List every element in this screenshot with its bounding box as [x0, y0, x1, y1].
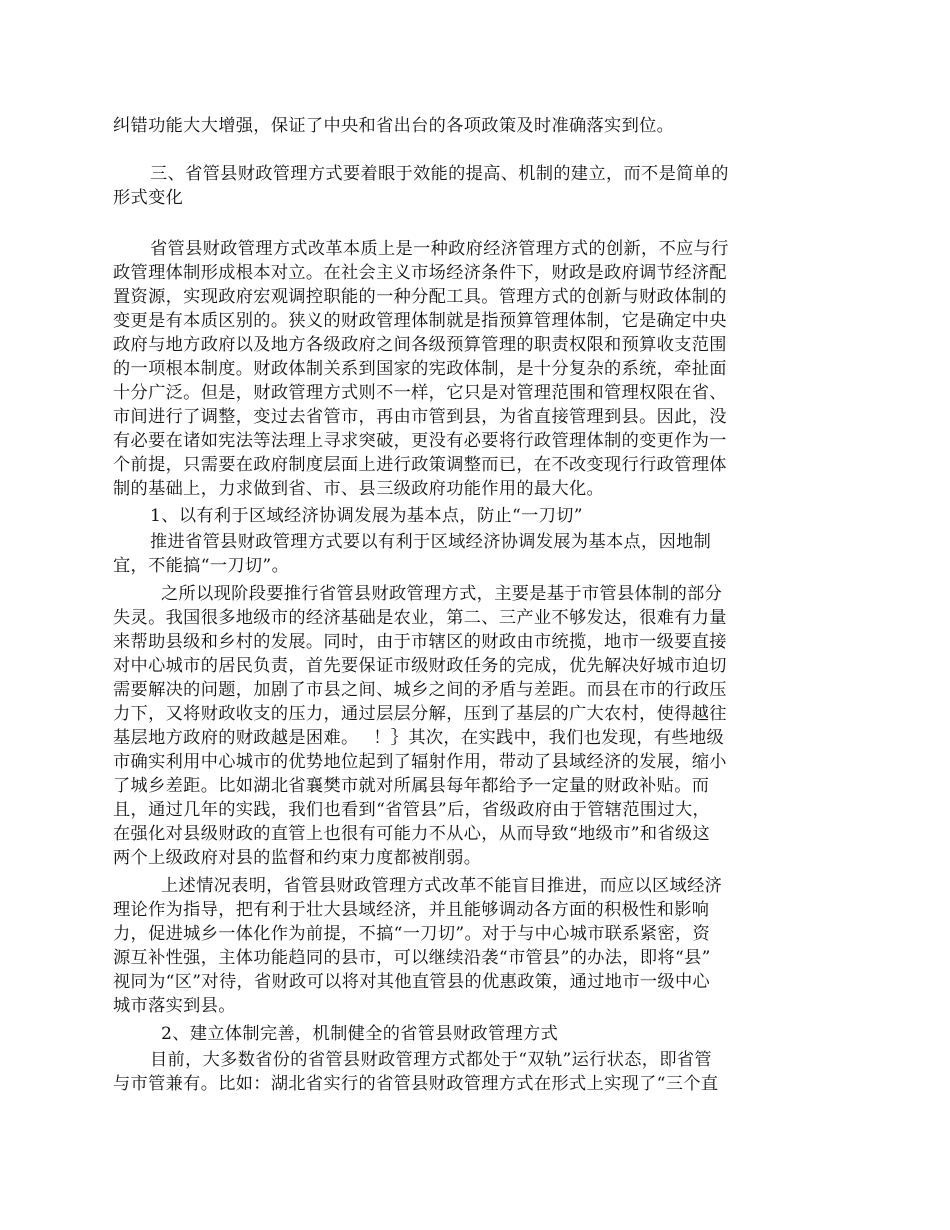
- text-line: 与市管兼有。比如：湖北省实行的省管县财政管理方式在形式上实现了“三个直: [113, 1074, 719, 1094]
- subsection-heading: 1、以有利于区域经济协调发展为基本点，防止“一刀切”: [150, 506, 583, 526]
- text-line: 力，促进城乡一体化作为前提，不搞“一刀切”。对于与中心城市联系紧密，资: [113, 924, 711, 944]
- text-line: 需要解决的问题，加剧了市县之间、城乡之间的矛盾与差距。而县在市的行政压: [113, 680, 727, 700]
- text-line: 十分广泛。但是，财政管理方式则不一样，它只是对管理范围和管理权限在省、: [113, 383, 727, 403]
- text-line: 对中心城市的居民负责，首先要保证市级财政任务的完成，优先解决好城市迫切: [113, 656, 727, 676]
- text-line: 政管理体制形成根本对立。在社会主义市场经济条件下，财政是政府调节经济配: [113, 263, 727, 283]
- text-line: 有必要在诸如宪法等法理上寻求突破，更没有必要将行政管理体制的变更作为一: [113, 431, 727, 451]
- text-line: 目前，大多数省份的省管县财政管理方式都处于“双轨”运行状态，即省管: [150, 1050, 712, 1070]
- text-line: 的一项根本制度。财政体制关系到国家的宪政体制，是十分复杂的系统，牵扯面: [113, 359, 727, 379]
- text-line: 之所以现阶段要推行省管县财政管理方式，主要是基于市管县体制的部分: [161, 584, 723, 604]
- text-line: 制的基础上，力求做到省、市、县三级政府功能作用的最大化。: [113, 479, 605, 499]
- text-line: 城市落实到县。: [113, 996, 236, 1016]
- text-line: 置资源，实现政府宏观调控职能的一种分配工具。管理方式的创新与财政体制的: [113, 287, 727, 307]
- text-line: 个前提，只需要在政府制度层面上进行政策调整而已，在不改变现行行政管理体: [113, 455, 727, 475]
- text-line: 市间进行了调整，变过去省管市，再由市管到县，为省直接管理到县。因此，没: [113, 407, 727, 427]
- text-line: 源互补性强，主体功能趋同的县市，可以继续沿袭“市管县”的办法，即将“县”: [113, 948, 711, 968]
- text-line: 宜，不能搞“一刀切”。: [113, 556, 290, 576]
- text-line: 两个上级政府对县的监督和约束力度都被削弱。: [113, 848, 482, 868]
- text-line: 力下，又将财政收支的压力，通过层层分解，压到了基层的广大农村，使得越往: [113, 704, 727, 724]
- text-line: 理论作为指导，把有利于壮大县域经济，并且能够调动各方面的积极性和影响: [113, 900, 710, 920]
- text-line: 来帮助县级和乡村的发展。同时，由于市辖区的财政由市统揽，地市一级要直接: [113, 632, 727, 652]
- text-line: 纠错功能大大增强，保证了中央和省出台的各项政策及时准确落实到位。: [113, 116, 675, 136]
- section-heading-continued: 形式变化: [113, 188, 184, 208]
- subsection-heading: 2、建立体制完善，机制健全的省管县财政管理方式: [161, 1024, 559, 1044]
- text-line: 推进省管县财政管理方式要以有利于区域经济协调发展为基本点，因地制: [150, 532, 712, 552]
- text-line: 政府与地方政府以及地方各级政府之间各级预算管理的职责权限和预算收支范围: [113, 335, 727, 355]
- text-line: 失灵。我国很多地级市的经济基础是农业，第二、三产业不够发达，很难有力量: [113, 608, 727, 628]
- section-heading: 三、省管县财政管理方式要着眼于效能的提高、机制的建立，而不是简单的: [150, 164, 729, 184]
- text-line: 变更是有本质区别的。狭义的财政管理体制就是指预算管理体制，它是确定中央: [113, 311, 727, 331]
- text-line: 在强化对县级财政的直管上也很有可能力不从心，从而导致“地级市”和省级这: [113, 824, 711, 844]
- text-line: 且，通过几年的实践，我们也看到“省管县”后，省级政府由于管辖范围过大，: [113, 800, 711, 820]
- document-page: [113, 0, 773, 1230]
- text-line: 了城乡差距。比如湖北省襄樊市就对所属县每年都给予一定量的财政补贴。而: [113, 776, 710, 796]
- text-line: 视同为“区”对待，省财政可以将对其他直管县的优惠政策，通过地市一级中心: [113, 972, 711, 992]
- text-line: 省管县财政管理方式改革本质上是一种政府经济管理方式的创新，不应与行: [150, 239, 729, 259]
- text-line: 市确实利用中心城市的优势地位起到了辐射作用，带动了县域经济的发展，缩小: [113, 752, 727, 772]
- text-line: 上述情况表明，省管县财政管理方式改革不能盲目推进，而应以区域经济: [161, 876, 723, 896]
- text-line: 基层地方政府的财政越是困难。 ！｝其次，在实践中，我们也发现，有些地级: [113, 728, 725, 748]
